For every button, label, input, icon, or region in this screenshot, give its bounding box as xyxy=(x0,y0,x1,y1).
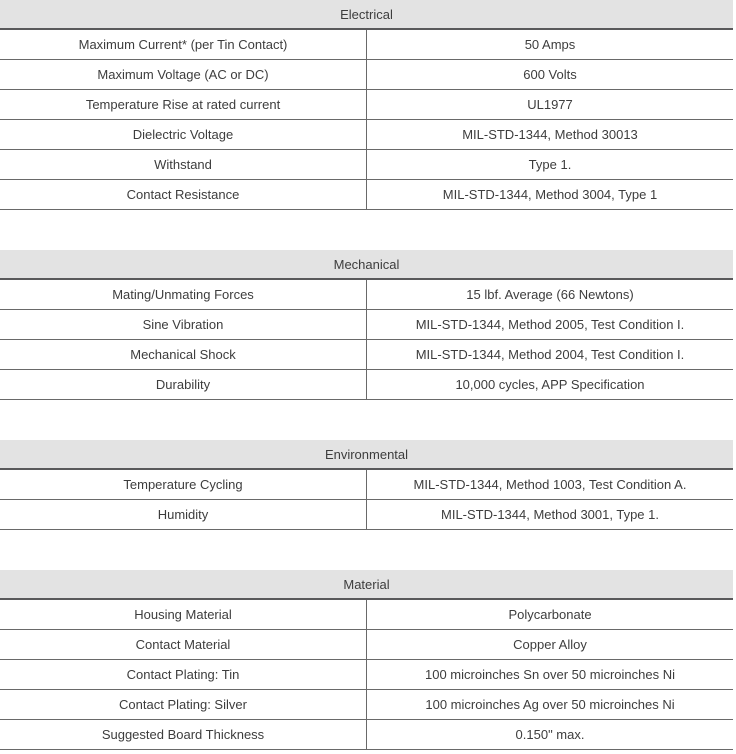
spec-label: Sine Vibration xyxy=(0,310,367,340)
spec-label: Mating/Unmating Forces xyxy=(0,279,367,310)
spec-value: 15 lbf. Average (66 Newtons) xyxy=(367,279,734,310)
spec-value: UL1977 xyxy=(367,90,734,120)
spec-label: Withstand xyxy=(0,150,367,180)
spec-value: 50 Amps xyxy=(367,29,734,60)
spec-label: Durability xyxy=(0,370,367,400)
table-title-material: Material xyxy=(0,570,733,599)
table-header-row xyxy=(0,570,733,599)
spec-label: Humidity xyxy=(0,500,367,530)
table-row xyxy=(0,500,733,530)
spec-label: Temperature Rise at rated current xyxy=(0,90,367,120)
spec-value: Polycarbonate xyxy=(367,599,734,630)
spec-value: MIL-STD-1344, Method 3001, Type 1. xyxy=(367,500,734,530)
spec-label: Maximum Voltage (AC or DC) xyxy=(0,60,367,90)
table-row xyxy=(0,310,733,340)
table-title-environmental: Environmental xyxy=(0,440,733,469)
spec-value: 600 Volts xyxy=(367,60,734,90)
spec-value: MIL-STD-1344, Method 2004, Test Condition I. xyxy=(367,340,734,370)
spec-label: Housing Material xyxy=(0,599,367,630)
spec-value: MIL-STD-1344, Method 2005, Test Condition I. xyxy=(367,310,734,340)
table-row xyxy=(0,150,733,180)
table-header-row xyxy=(0,250,733,279)
spec-value: MIL-STD-1344, Method 30013 xyxy=(367,120,734,150)
spec-table-mechanical xyxy=(0,250,733,400)
table-header-row xyxy=(0,0,733,29)
spec-label: Maximum Current* (per Tin Contact) xyxy=(0,29,367,60)
table-row xyxy=(0,120,733,150)
table-row xyxy=(0,630,733,660)
table-row xyxy=(0,340,733,370)
spec-value: 0.150" max. xyxy=(367,720,734,750)
table-row xyxy=(0,469,733,500)
spec-value: Type 1. xyxy=(367,150,734,180)
spec-label: Contact Material xyxy=(0,630,367,660)
spec-label: Temperature Cycling xyxy=(0,469,367,500)
spec-label: Contact Plating: Tin xyxy=(0,660,367,690)
spec-value: 100 microinches Sn over 50 microinches Ni xyxy=(367,660,734,690)
spec-table-electrical xyxy=(0,0,733,210)
spec-value: 10,000 cycles, APP Specification xyxy=(367,370,734,400)
spec-label: Suggested Board Thickness xyxy=(0,720,367,750)
table-row xyxy=(0,29,733,60)
table-row xyxy=(0,720,733,750)
spec-table-environmental xyxy=(0,440,733,530)
table-row xyxy=(0,279,733,310)
spec-label: Dielectric Voltage xyxy=(0,120,367,150)
table-row xyxy=(0,60,733,90)
spec-value: 100 microinches Ag over 50 microinches Ni xyxy=(367,690,734,720)
table-title-mechanical: Mechanical xyxy=(0,250,733,279)
table-header-row xyxy=(0,440,733,469)
spec-label: Contact Resistance xyxy=(0,180,367,210)
table-row xyxy=(0,690,733,720)
spec-table-material xyxy=(0,570,733,750)
spec-value: MIL-STD-1344, Method 3004, Type 1 xyxy=(367,180,734,210)
table-row xyxy=(0,660,733,690)
table-row xyxy=(0,599,733,630)
table-title-electrical: Electrical xyxy=(0,0,733,29)
spec-label: Mechanical Shock xyxy=(0,340,367,370)
table-row xyxy=(0,180,733,210)
table-row xyxy=(0,90,733,120)
spec-value: MIL-STD-1344, Method 1003, Test Condition A. xyxy=(367,469,734,500)
spec-value: Copper Alloy xyxy=(367,630,734,660)
spec-label: Contact Plating: Silver xyxy=(0,690,367,720)
table-row xyxy=(0,370,733,400)
